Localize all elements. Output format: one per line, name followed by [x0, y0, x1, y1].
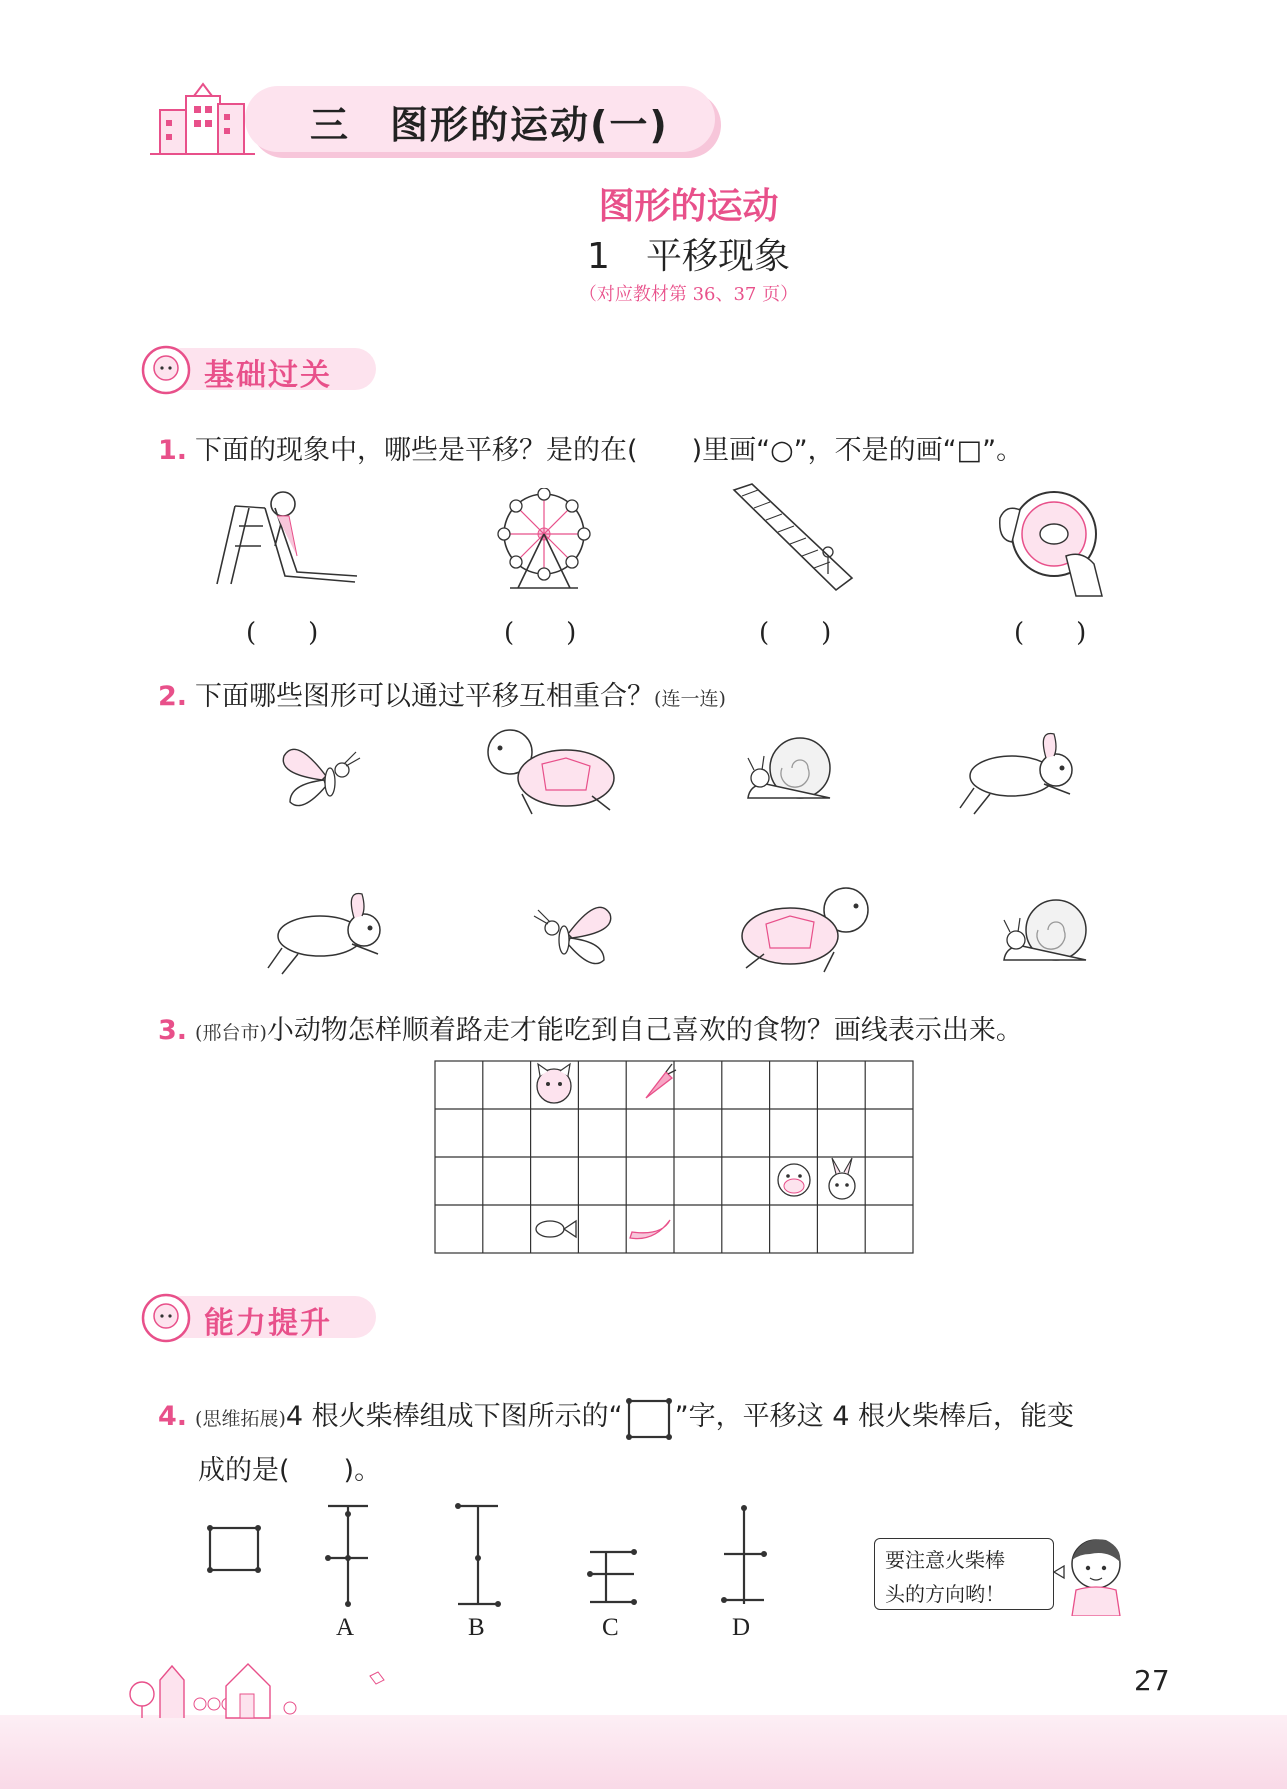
page-number: 27 [1134, 1664, 1170, 1697]
part-title: 能力提升 [204, 1306, 332, 1341]
answer-paren-4[interactable]: ( ) [1014, 618, 1087, 648]
match-square-icon [623, 1395, 675, 1441]
section-title: 图形的运动 [598, 186, 779, 227]
cat-face-icon [537, 1064, 571, 1103]
question-text: 下面哪些图形可以通过平移互相重合？ [195, 681, 655, 712]
footer-town-icon [120, 1650, 420, 1720]
question-text: 小动物怎样顺着路走才能吃到自己喜欢的食物？画线表示出来。 [266, 1015, 1023, 1046]
question-3 [158, 1008, 1023, 1047]
question-4 [158, 1394, 1074, 1441]
building-icon [150, 82, 260, 162]
steering-wheel-picture [990, 484, 1115, 602]
answer-paren-2[interactable]: ( ) [504, 618, 577, 648]
option-d-figure[interactable] [714, 1500, 774, 1610]
option-a-label[interactable]: A [336, 1614, 355, 1641]
answer-paren-1[interactable]: ( ) [246, 618, 319, 648]
question-text-b: ”字，平移这 4 根火柴棒后，能变 [674, 1401, 1074, 1432]
answer-paren-3[interactable]: ( ) [759, 618, 832, 648]
hint-bubble [874, 1538, 1054, 1610]
option-c-figure[interactable] [584, 1540, 644, 1610]
hint-line-2: 头的方向哟！ [885, 1582, 1005, 1606]
rabbit-picture-top[interactable] [950, 724, 1090, 816]
butterfly-picture-bottom[interactable] [518, 894, 618, 972]
slide-picture [205, 486, 365, 598]
chapter-title: 三 图形的运动(一) [310, 103, 669, 147]
turtle-picture-top[interactable] [482, 724, 622, 824]
snail-picture-top[interactable] [740, 728, 840, 812]
escalator-picture [728, 482, 868, 600]
boy-avatar-icon [1050, 1530, 1130, 1616]
monkey-face-icon [778, 1164, 810, 1196]
option-a-figure[interactable] [318, 1500, 378, 1610]
girl-avatar-icon [140, 1292, 192, 1344]
turtle-picture-bottom[interactable] [734, 882, 874, 982]
lesson-title: 1 平移现象 [587, 236, 790, 277]
option-b-label[interactable]: B [468, 1614, 485, 1641]
banana-icon [630, 1220, 670, 1239]
butterfly-picture-top[interactable] [276, 736, 376, 814]
question-number: 2. [158, 681, 188, 712]
rabbit-face-icon [829, 1158, 855, 1199]
footer-band [0, 1715, 1287, 1789]
question-note: (思维拓展) [195, 1408, 286, 1430]
question-2 [158, 674, 726, 713]
question-4-cont: 成的是( )。 [198, 1455, 382, 1486]
option-c-label[interactable]: C [602, 1614, 619, 1641]
question-number: 3. [158, 1015, 188, 1046]
part-header-advanced [140, 1292, 400, 1342]
part-header-basic [140, 344, 400, 394]
fish-icon [536, 1221, 576, 1237]
rabbit-picture-bottom[interactable] [258, 884, 398, 976]
question-text: 下面的现象中，哪些是平移？是的在( )里画“○”，不是的画“□”。 [195, 435, 1024, 466]
chapter-banner [150, 82, 720, 160]
question-number: 4. [158, 1401, 188, 1432]
part-title: 基础过关 [204, 358, 332, 393]
lesson-reference: （对应教材第 36、37 页） [578, 284, 799, 305]
match-square-figure [200, 1500, 270, 1590]
girl-avatar-icon [140, 344, 192, 396]
question-note: (连一连) [654, 688, 726, 710]
snail-picture-bottom[interactable] [996, 890, 1096, 974]
question-note: (邢台市) [195, 1022, 267, 1044]
option-d-label[interactable]: D [732, 1614, 751, 1641]
hint-line-1: 要注意火柴棒 [885, 1548, 1005, 1572]
question-number: 1. [158, 435, 188, 466]
carrot-icon [646, 1064, 676, 1098]
option-b-figure[interactable] [448, 1500, 508, 1610]
ferris-wheel-picture [488, 488, 608, 594]
question-text-a: 4 根火柴棒组成下图所示的“ [285, 1401, 623, 1432]
path-grid[interactable] [434, 1060, 916, 1256]
question-1 [158, 428, 1023, 467]
